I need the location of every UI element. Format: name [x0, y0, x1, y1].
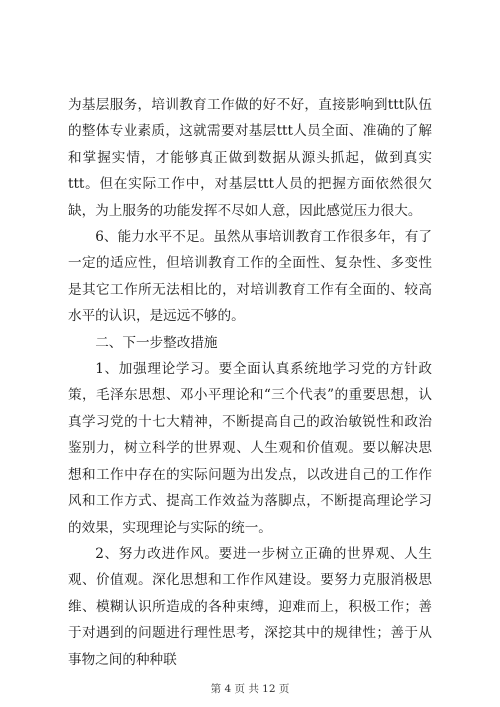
- page-footer: 第 4 页 共 12 页: [210, 683, 290, 695]
- paragraph-improve-style: 2、努力改进作风。要进一步树立正确的世界观、人生观、价值观。深化思想和工作作风建设。要努力克服消极思维、模糊认识所造成的各种束缚，迎难而上，积极工作；善于对遇到的问题进行理性思考，深挖其中的规律性；善于从事物之间的种种联: [68, 545, 432, 668]
- paragraph-theory-study: 1、加强理论学习。要全面认真系统地学习党的方针政策，毛泽东思想、邓小平理论和“三个代表”的重要思想，认真学习党的十七大精神，不断提高自己的政治敏锐性和政治鉴别力，树立科学的世界观、人生观和价值观。要以解决思想和工作中存在的实际问题为出发点，以改进自己的工作作风和工作方式、提高工作效益为落脚点，不断提高理论学习的效果，实现理论与实际的统一。: [68, 361, 432, 536]
- paragraph-continued: 为基层服务，培训教育工作做的好不好，直接影响到ttt队伍的整体专业素质，这就需要对基层ttt人员全面、准确的了解和掌握实情，才能够真正做到数据从源头抓起，做到真实ttt。但在实际工作中，对基层ttt人员的把握方面依然很欠缺，为上服务的功能发挥不尽如人意，因此感觉压力很大。: [68, 97, 432, 219]
- paragraph-ability: 6、能力水平不足。虽然从事培训教育工作很多年，有了一定的适应性，但培训教育工作的全面性、复杂性、多变性是其它工作所无法相比的，对培训教育工作有全面的、较高水平的认识，是远远不够的。: [68, 229, 432, 325]
- section-heading: 二、下一步整改措施: [95, 334, 218, 351]
- document-body: [68, 92, 432, 673]
